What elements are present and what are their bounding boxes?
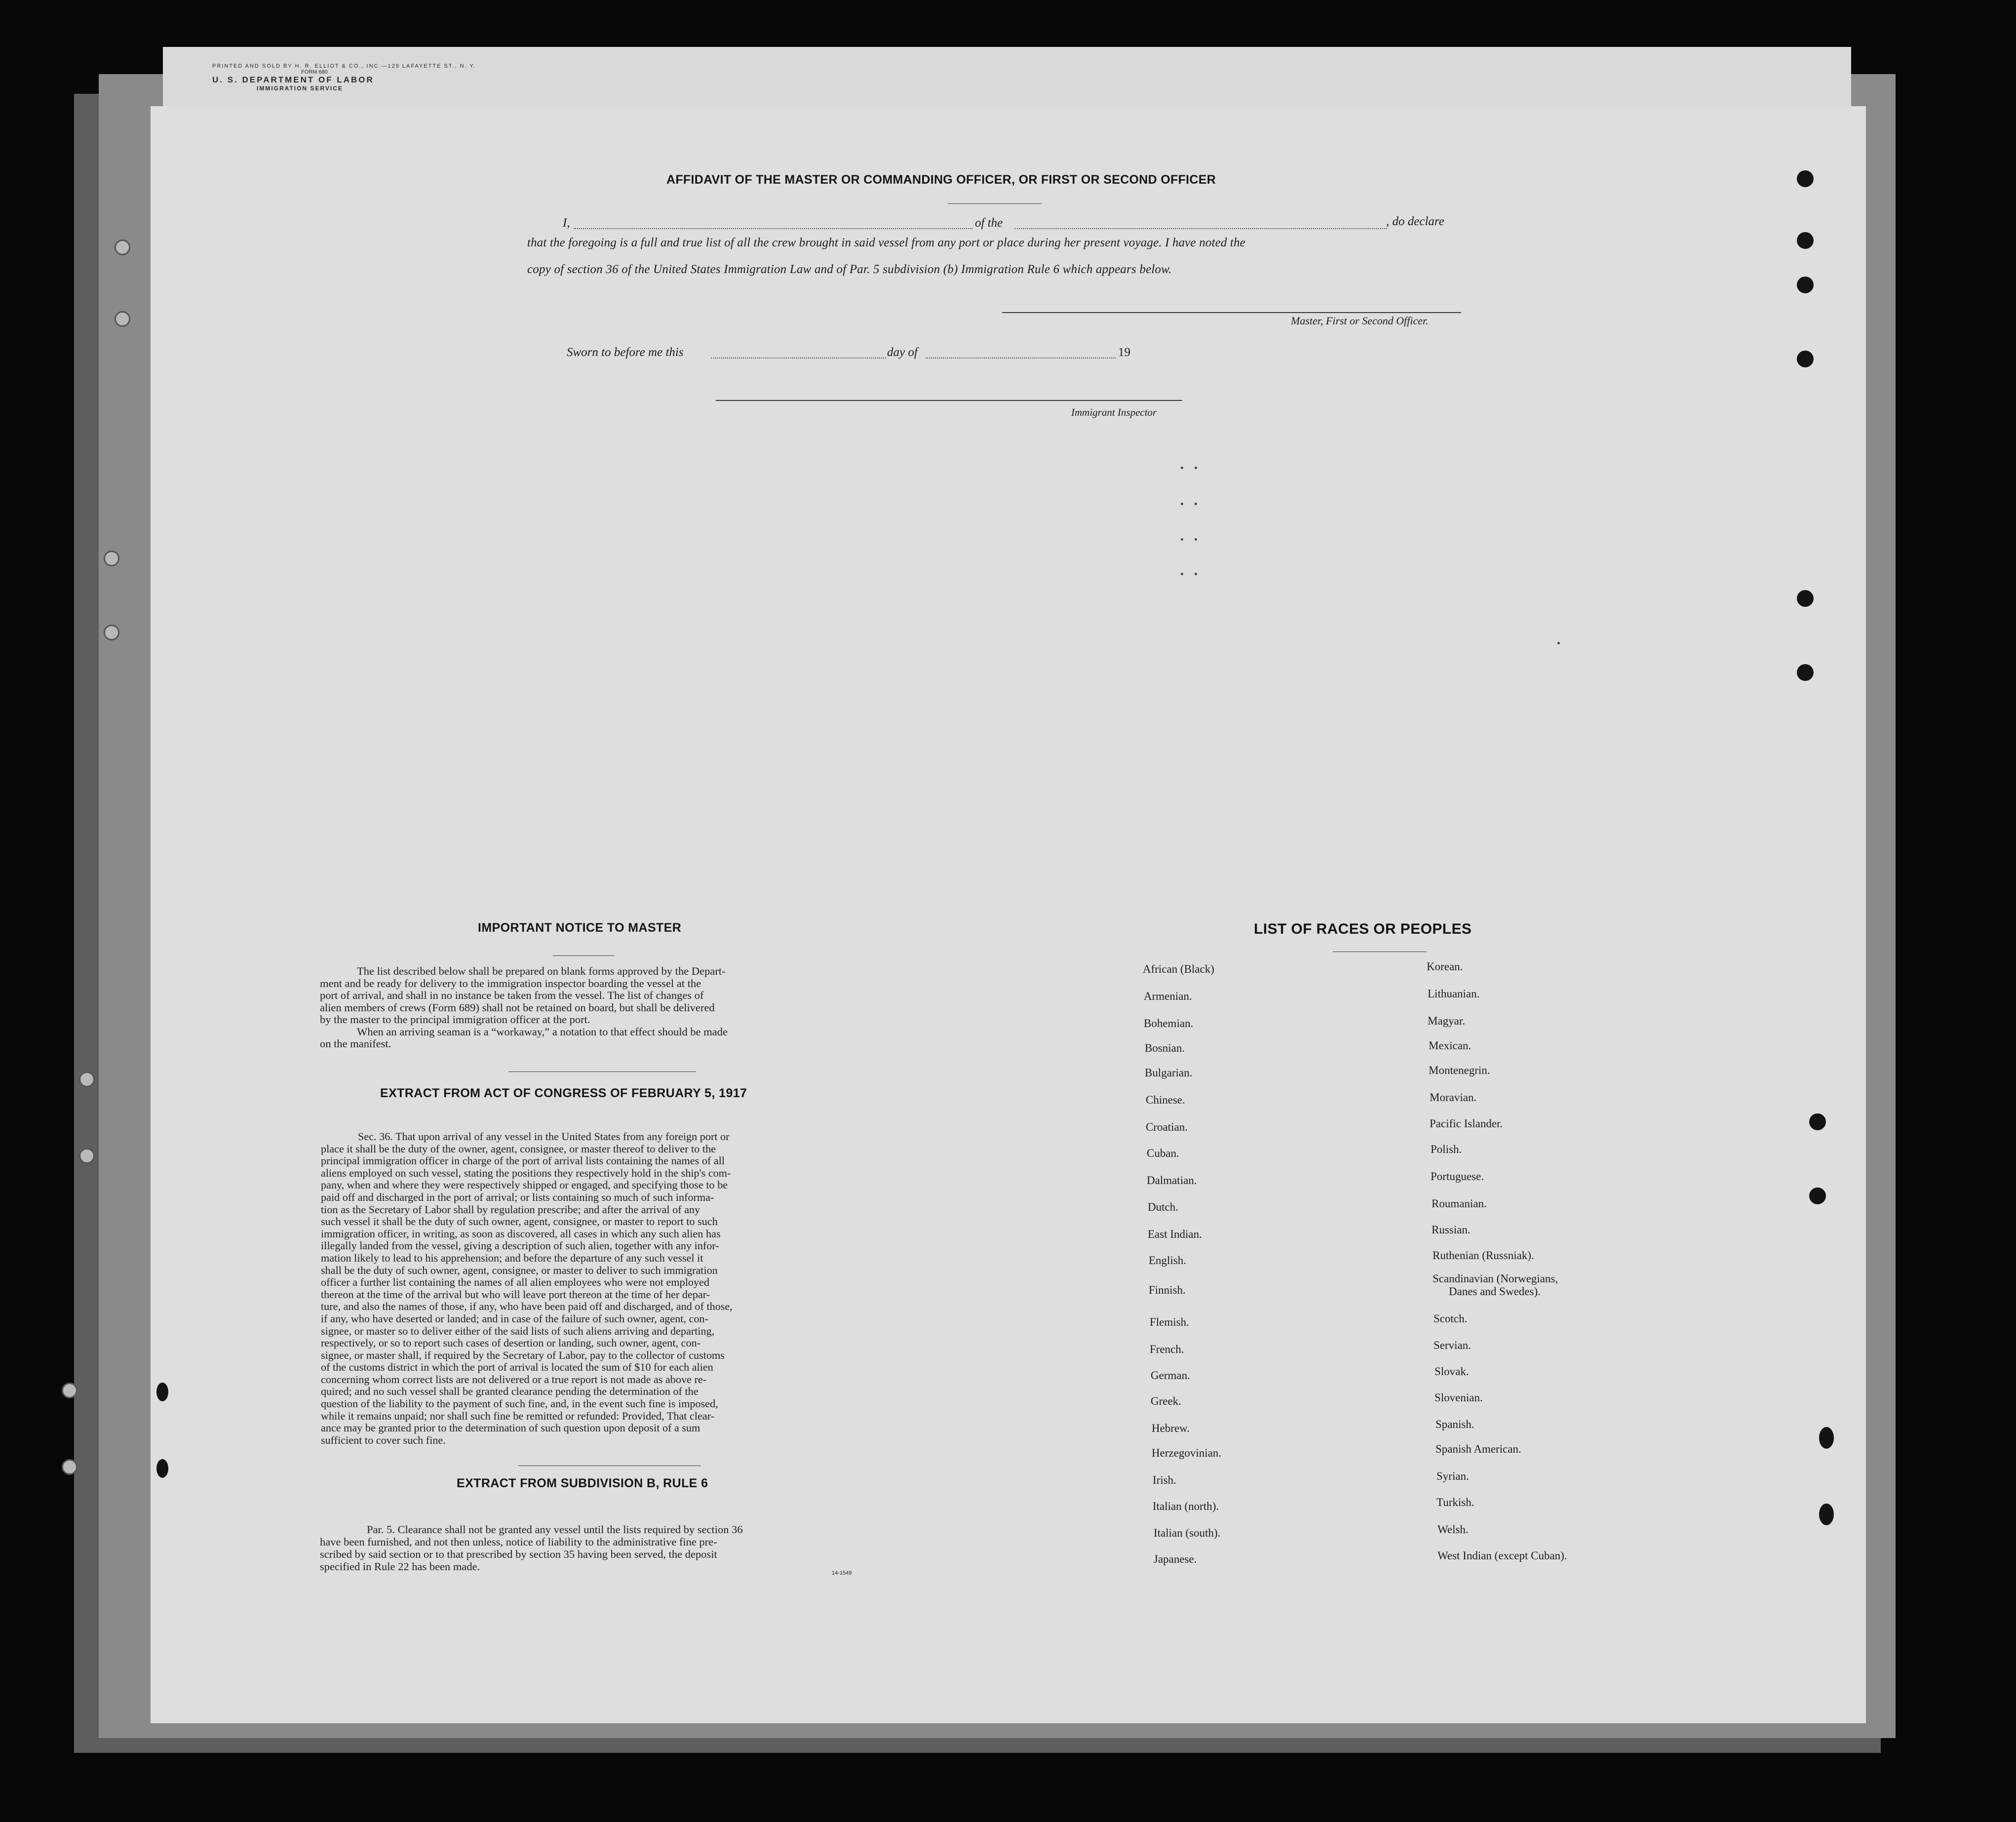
- notice-line: on the manifest.: [320, 1037, 391, 1050]
- act-line: immigration officer, in writing, as soon as discovered, all cases in which any such alien has: [321, 1227, 721, 1240]
- act-line: quired; and no such vessel shall be granted clearance pending the determination of the: [321, 1385, 698, 1398]
- notice-line: port of arrival, and shall in no instance be taken from the vessel. The list of changes of: [320, 989, 704, 1001]
- race-right: Mexican.: [1429, 1039, 1472, 1052]
- punch-hole: [1809, 1113, 1826, 1130]
- punch-hole: [1797, 170, 1814, 187]
- punch-hole: [62, 1383, 78, 1398]
- print-code: 14-1549: [832, 1570, 852, 1576]
- affidavit-title: AFFIDAVIT OF THE MASTER OR COMMANDING OFFICER, OR FIRST OR SECOND OFFICER: [666, 173, 1216, 187]
- race-right: Spanish American.: [1435, 1443, 1521, 1455]
- form-number: FORM 680: [301, 69, 328, 75]
- race-right: Scandinavian (Norwegians,: [1433, 1272, 1558, 1285]
- race-left: Finnish.: [1149, 1284, 1186, 1296]
- race-right: West Indian (except Cuban).: [1437, 1549, 1567, 1562]
- printed-dot: [1181, 503, 1183, 505]
- notice-line: When an arriving seaman is a “workaway,” a notation to that effect should be made: [357, 1025, 728, 1038]
- punch-hole: [1797, 664, 1814, 681]
- act-title: EXTRACT FROM ACT OF CONGRESS OF FEBRUARY 5, 1917: [380, 1086, 747, 1100]
- act-line: pany, when and where they were respectively shipped or engaged, and specifying those to be: [321, 1179, 728, 1191]
- act-line: mation likely to lead to his apprehension; and before the departure of any such vessel it: [321, 1251, 703, 1264]
- rule-title: EXTRACT FROM SUBDIVISION B, RULE 6: [457, 1476, 708, 1490]
- vessel-blank[interactable]: [1014, 228, 1387, 229]
- race-right: Scotch.: [1434, 1312, 1468, 1325]
- notice-line: by the master to the principal immigration officer at the port.: [320, 1013, 590, 1026]
- sworn-day-blank[interactable]: [711, 357, 886, 358]
- race-left: Armenian.: [1144, 990, 1192, 1002]
- race-left: Herzegovinian.: [1152, 1447, 1222, 1459]
- printed-dot: [1195, 467, 1197, 469]
- notice-title: IMPORTANT NOTICE TO MASTER: [478, 921, 682, 935]
- punch-hole: [115, 239, 130, 255]
- race-right: Turkish.: [1436, 1496, 1474, 1508]
- inspector-signature-line[interactable]: [716, 400, 1182, 401]
- sworn-label: Sworn to before me this: [567, 346, 684, 359]
- act-line: Sec. 36. That upon arrival of any vessel in the United States from any foreign port or: [358, 1130, 730, 1143]
- race-left: English.: [1149, 1254, 1187, 1267]
- race-left: Greek.: [1151, 1395, 1181, 1407]
- printed-dot: [1195, 538, 1197, 541]
- punch-hole: [1819, 1504, 1834, 1525]
- race-right: Roumanian.: [1432, 1197, 1487, 1210]
- punch-hole: [104, 551, 119, 566]
- service-name: IMMIGRATION SERVICE: [257, 85, 343, 92]
- race-right: Ruthenian (Russniak).: [1433, 1249, 1534, 1262]
- race-left: Italian (north).: [1153, 1500, 1219, 1512]
- printed-dot: [1181, 573, 1183, 575]
- affidavit-of-the: of the: [975, 216, 1003, 230]
- races-title: LIST OF RACES OR PEOPLES: [1254, 921, 1472, 937]
- rule-line: scribed by said section or to that prescribed by section 35 having been served, the deposit: [320, 1548, 717, 1560]
- race-left: Italian (south).: [1154, 1527, 1221, 1539]
- race-right: Portuguese.: [1431, 1170, 1484, 1183]
- day-of-label: day of: [887, 346, 918, 359]
- act-line: aliens employed on such vessel, stating the positions they respectively hold in the ship's com-: [321, 1166, 731, 1179]
- printed-dot: [1557, 642, 1560, 644]
- act-line: principal immigration officer in charge of the port of arrival lists containing the names of all: [321, 1154, 725, 1167]
- race-right: Servian.: [1434, 1339, 1472, 1351]
- printed-dot: [1195, 573, 1197, 575]
- printed-dot: [1181, 467, 1183, 469]
- race-right: Magyar.: [1428, 1015, 1466, 1027]
- act-line: ture, and also the names of those, if any, who have been paid off and discharged, and of those,: [321, 1300, 733, 1313]
- race-right: Russian.: [1432, 1224, 1471, 1236]
- act-body: [321, 1131, 884, 1446]
- race-right: Spanish.: [1435, 1418, 1474, 1430]
- affidavit-line-3: copy of section 36 of the United States Immigration Law and of Par. 5 subdivision (b) Immigration Rule 6 which appears below.: [527, 263, 1172, 276]
- race-left: Cuban.: [1147, 1147, 1179, 1159]
- act-line: sufficient to cover such fine.: [321, 1433, 446, 1446]
- race-left: French.: [1150, 1343, 1184, 1355]
- race-right: Welsh.: [1437, 1523, 1469, 1536]
- race-right: Pacific Islander.: [1430, 1117, 1503, 1130]
- race-right-continued: Danes and Swedes).: [1449, 1285, 1541, 1298]
- race-right: Korean.: [1427, 960, 1463, 973]
- punch-hole: [79, 1148, 95, 1164]
- printed-dot: [1181, 538, 1183, 541]
- race-right: Polish.: [1431, 1143, 1462, 1155]
- act-line: question of the liability to the payment of such fine, and, in the event such fine is imposed,: [321, 1397, 718, 1410]
- act-line: signee, or master so to deliver either of the said lists of such aliens arriving and departing,: [321, 1324, 715, 1337]
- title-rule: [948, 203, 1042, 204]
- act-line: such vessel it shall be the duty of such owner, agent, consignee, or master to report to such: [321, 1215, 718, 1228]
- rule-body: [320, 1523, 883, 1573]
- affidavit-i: I,: [563, 216, 570, 230]
- race-left: Flemish.: [1150, 1316, 1189, 1328]
- race-left: Croatian.: [1146, 1121, 1188, 1133]
- race-right: Slovenian.: [1434, 1391, 1483, 1404]
- act-line: respectively, or so to report such cases of desertion or landing, such owner, agent, con-: [321, 1337, 701, 1349]
- notice-line: The list described below shall be prepared on blank forms approved by the Depart-: [357, 965, 726, 977]
- race-left: German.: [1151, 1369, 1190, 1382]
- act-line: if any, who have deserted or landed; and in case of the failure of such owner, agent, con-: [321, 1312, 709, 1325]
- act-line: while it remains unpaid; nor shall such fine be remitted or refunded: Provided, That clear-: [321, 1409, 715, 1422]
- printed-dot: [1195, 503, 1197, 505]
- race-left: Bosnian.: [1145, 1042, 1185, 1054]
- race-left: Bulgarian.: [1145, 1067, 1193, 1079]
- punch-hole: [156, 1383, 168, 1401]
- race-left: African (Black): [1143, 963, 1214, 975]
- race-left: East Indian.: [1148, 1228, 1202, 1240]
- signature-label: Master, First or Second Officer.: [1291, 315, 1429, 327]
- affidavit-line-2: that the foregoing is a full and true list of all the crew brought in said vessel from any port or place during her present voyage. I have noted the: [527, 236, 1245, 249]
- race-right: Montenegrin.: [1429, 1064, 1490, 1076]
- act-line: thereon at the time of the arrival but who will leave port thereon at the time of her depar-: [321, 1288, 710, 1301]
- printer-imprint: [212, 63, 476, 92]
- punch-hole: [1797, 232, 1814, 249]
- act-line: tion as the Secretary of Labor shall by regulation prescribe; and after the arrival of any: [321, 1203, 700, 1216]
- name-blank[interactable]: [574, 228, 972, 229]
- notice-body: [320, 965, 883, 1050]
- act-line: paid off and discharged in the port of arrival; or lists containing so much of such informa-: [321, 1190, 714, 1203]
- notice-line: alien members of crews (Form 689) shall not be retained on board, but shall be delivered: [320, 1001, 715, 1014]
- punch-hole: [1819, 1427, 1834, 1449]
- act-line: illegally landed from the vessel, giving a description of such alien, together with any infor-: [321, 1239, 719, 1252]
- punch-hole: [79, 1071, 95, 1087]
- punch-hole: [62, 1459, 78, 1475]
- punch-hole: [1797, 277, 1814, 293]
- affidavit-do-declare: , do declare: [1386, 215, 1444, 228]
- race-right: Slovak.: [1434, 1365, 1469, 1378]
- punch-hole: [104, 625, 119, 640]
- rule-line: specified in Rule 22 has been made.: [320, 1560, 480, 1573]
- notice-line: ment and be ready for delivery to the immigration inspector boarding the vessel at the: [320, 977, 701, 990]
- notice-rule: [553, 955, 615, 956]
- race-left: Chinese.: [1146, 1094, 1185, 1106]
- act-line: officer a further list containing the names of all alien employees who were not employed: [321, 1276, 709, 1289]
- act-line: shall be the duty of such owner, agent, consignee, or master to deliver to such immigration: [321, 1264, 718, 1276]
- act-line: of the customs district in which the port of arrival is located the sum of $10 for each alien: [321, 1361, 713, 1374]
- race-right: Moravian.: [1430, 1091, 1477, 1104]
- act-line: ance may be granted prior to the determination of such question upon deposit of a sum: [321, 1422, 700, 1434]
- section-rule: [508, 1071, 696, 1072]
- act-line: signee, or master shall, if required by the Secretary of Labor, pay to the collector of customs: [321, 1348, 725, 1361]
- act-line: place it shall be the duty of the owner, agent, consignee, or master thereof to deliver to the: [321, 1142, 716, 1155]
- races-rule: [1333, 951, 1427, 952]
- punch-hole: [1809, 1188, 1826, 1204]
- punch-hole: [1797, 351, 1814, 367]
- form-page: [151, 106, 1866, 1723]
- month-blank[interactable]: [926, 357, 1116, 358]
- signature-line[interactable]: [1002, 312, 1461, 313]
- inspector-label: Immigrant Inspector: [1071, 406, 1157, 418]
- rule-line: Par. 5. Clearance shall not be granted any vessel until the lists required by section 36: [367, 1523, 743, 1536]
- race-right: Syrian.: [1436, 1470, 1469, 1482]
- race-left: Hebrew.: [1152, 1422, 1190, 1434]
- race-left: Dutch.: [1148, 1201, 1178, 1213]
- punch-hole: [1797, 590, 1814, 607]
- rule-line: have been furnished, and not then unless, notice of liability to the administrative fine pre-: [320, 1536, 717, 1548]
- race-right: Lithuanian.: [1428, 988, 1480, 1000]
- year-prefix: 19: [1118, 346, 1130, 359]
- race-left: Japanese.: [1154, 1553, 1197, 1565]
- race-left: Irish.: [1153, 1474, 1176, 1486]
- race-left: Bohemian.: [1144, 1017, 1194, 1030]
- act-line: concerning whom correct lists are not delivered or a true report is not made as above re-: [321, 1373, 707, 1386]
- punch-hole: [156, 1459, 168, 1478]
- printer-line: PRINTED AND SOLD BY H. R. ELLIOT & CO., INC.—129 LAFAYETTE ST., N. Y.: [212, 63, 476, 69]
- punch-hole: [115, 311, 130, 327]
- race-left: Dalmatian.: [1147, 1174, 1197, 1187]
- department-name: U. S. DEPARTMENT OF LABOR: [212, 75, 374, 84]
